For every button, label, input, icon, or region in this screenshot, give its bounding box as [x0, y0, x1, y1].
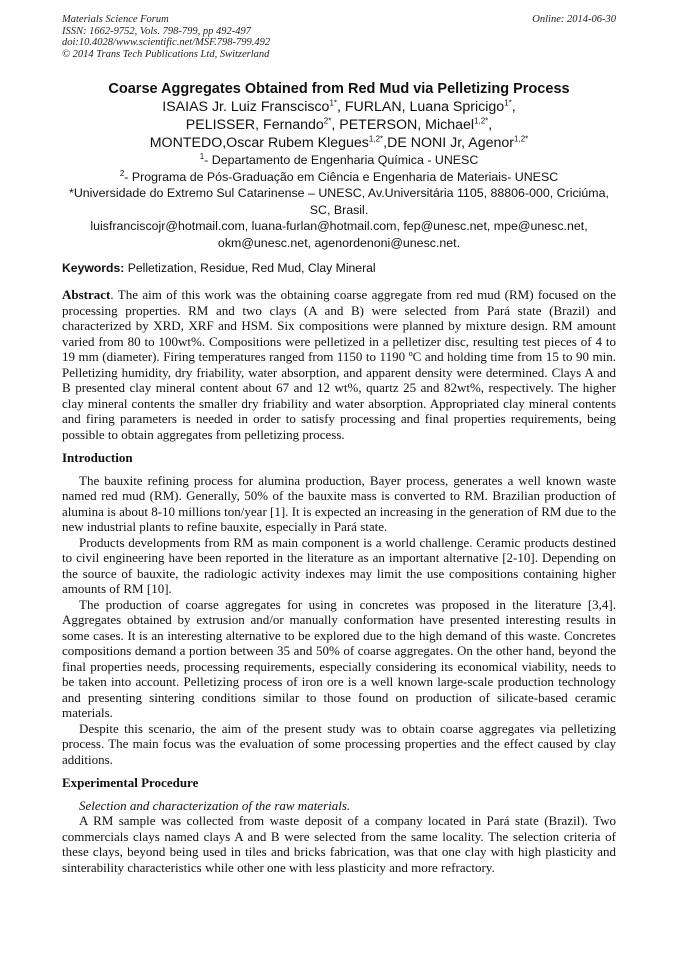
authors-line-1	[62, 98, 616, 116]
keywords-text: Pelletization, Residue, Red Mud, Clay Mineral	[124, 261, 376, 275]
author-1: ISAIAS Jr. Luiz Franscisco	[162, 99, 330, 115]
author-emails: luisfranciscojr@hotmail.com, luana-furlan@hotmail.com, fep@unesc.net, mpe@unesc.net, okm@unesc.net, agenordenoni@unesc.net.	[90, 219, 588, 250]
paper-title: Coarse Aggregates Obtained from Red Mud via Pelletizing Process	[108, 81, 570, 97]
keywords-label: Keywords:	[62, 261, 125, 275]
abstract-label: Abstract	[62, 287, 111, 302]
introduction-heading: Introduction	[62, 450, 133, 465]
author-4-tail: ,	[488, 117, 493, 133]
intro-paragraph-2: Products developments from RM as main component is a world challenge. Ceramic products destined to civil engineering have been reported in the literature as an important alternative [2-10]. Depending on the source of bauxite, the radiologic activity indexes may limit the use compositions containing higher amounts of RM [10].	[62, 534, 616, 596]
affiliation-1	[62, 152, 616, 169]
authors-line-3	[62, 134, 616, 152]
paper-body	[62, 287, 616, 875]
affiliation-2-text: - Programa de Pós-Graduação em Ciência e Engenharia de Materiais- UNESC	[124, 169, 559, 184]
doi-line: doi:10.4028/www.scientific.net/MSF.798-799.492	[62, 37, 271, 48]
intro-paragraph-4: Despite this scenario, the aim of the present study was to obtain coarse aggregates via pelletizing process. The main focus was the evaluation of some processing properties and the effect caused by clay additions.	[62, 720, 616, 767]
title-block	[62, 80, 616, 251]
online-date: Online: 2014-06-30	[532, 14, 616, 25]
author-1-sup: 1*	[329, 98, 337, 108]
author-5-sup: 1,2*	[368, 134, 384, 144]
affiliation-2	[62, 169, 616, 186]
author-3-sup: 2*	[323, 116, 332, 126]
author-3: PELISSER, Fernando	[185, 117, 324, 133]
issn-line: ISSN: 1662-9752, Vols. 798-799, pp 492-497	[62, 25, 251, 37]
author-5: MONTEDO,Oscar Rubem Klegues	[149, 135, 369, 151]
affiliation-1-text: - Departamento de Engenharia Química - UNESC	[204, 153, 479, 167]
abstract-text: . The aim of this work was the obtaining coarse aggregate from red mud (RM) focused on the processing properties. RM and two clays (A and B) were selected from Pará state (Brazil) and characterized by XRD, XRF and HSM. Six compositions were planned by mixture design. RM amount varied from 80 to 100wt%. Compositions were pelletized in a pelletizer disc, resulting test pieces of 4 to 19 mm (diameter). Firing temperatures ranged from 1150 to 1190 ºC and holding time from 15 to 90 min. Pelletizing humidity, dry friability, water absorption, and apparent density were determined. Clays A and B presented clay mineral content about 67 and 12 wt%, quartz 25 and 82wt%, respectively. The higher clay mineral contents the smaller dry friability and water absorption. Appropriated clay mineral contents and firing parameters is needed in order to satisfy processing and final properties requirements, being possible to obtain aggregates from pelletizing process.	[62, 287, 616, 442]
copyright-line: © 2014 Trans Tech Publications Ltd, Switzerland	[62, 48, 270, 60]
author-6: ,DE NONI Jr, Agenor	[383, 135, 515, 151]
author-2-sup: 1*	[504, 98, 512, 108]
author-4-sup: 1,2*	[474, 116, 489, 126]
experimental-heading: Experimental Procedure	[62, 775, 199, 790]
authors-line-2	[62, 116, 616, 134]
author-6-sup: 1,2*	[514, 134, 529, 144]
journal-name: Materials Science Forum	[62, 14, 169, 25]
keywords	[62, 261, 616, 275]
affiliation-2-sup: 2	[119, 168, 125, 178]
affiliation-1-sup: 1	[199, 151, 205, 161]
experimental-subheading: Selection and characterization of the raw materials.	[79, 797, 351, 813]
affiliation-3: *Universidade do Extremo Sul Catarinense – UNESC, Av.Universitária 1105, 88806-000, Criciúma, SC, Brasil.	[69, 186, 609, 217]
abstract	[62, 287, 616, 442]
intro-paragraph-3: The production of coarse aggregates for using in concretes was proposed in the literature [3,4]. Aggregates obtained by extrusion and/or manually conformation have presented interesting results in some cases. It is an interesting alternative to be explored due to the high demand of this waste. Concretes compositions demand a portion between 35 and 50% of coarse aggregates. On the other hand, beyond the final properties needs, processing requirements, especially considering its economical viability, needs to be taken into account. Pelletizing process of iron ore is a well known large-scale production technology and presenting sintering conditions similar to those found on production of silicate-based ceramic materials.	[62, 596, 616, 720]
author-2: , FURLAN, Luana Spricigo	[337, 99, 505, 115]
author-4: , PETERSON, Michael	[331, 117, 475, 133]
journal-header	[62, 14, 270, 60]
author-2-tail: ,	[511, 99, 516, 115]
intro-paragraph-1: The bauxite refining process for alumina production, Bayer process, generates a well known waste named red mud (RM). Generally, 50% of the bauxite mass is converted to RM. Brazilian production of alumina is about 8-10 millions ton/year [1]. It is expected an increasing in the generation of RM due to the new industrial plants to refine bauxite, especially in Pará state.	[62, 472, 616, 534]
experimental-paragraph-1: A RM sample was collected from waste deposit of a company located in Pará state (Brazil). Two commercials clays named clays A and B were selected from the same locality. The selection criteria of these clays, beyond being used in tiles and bricks fabrication, was that one clay with high plasticity and sinterability characteristics while other one with less plasticity and more refractory.	[62, 813, 616, 875]
